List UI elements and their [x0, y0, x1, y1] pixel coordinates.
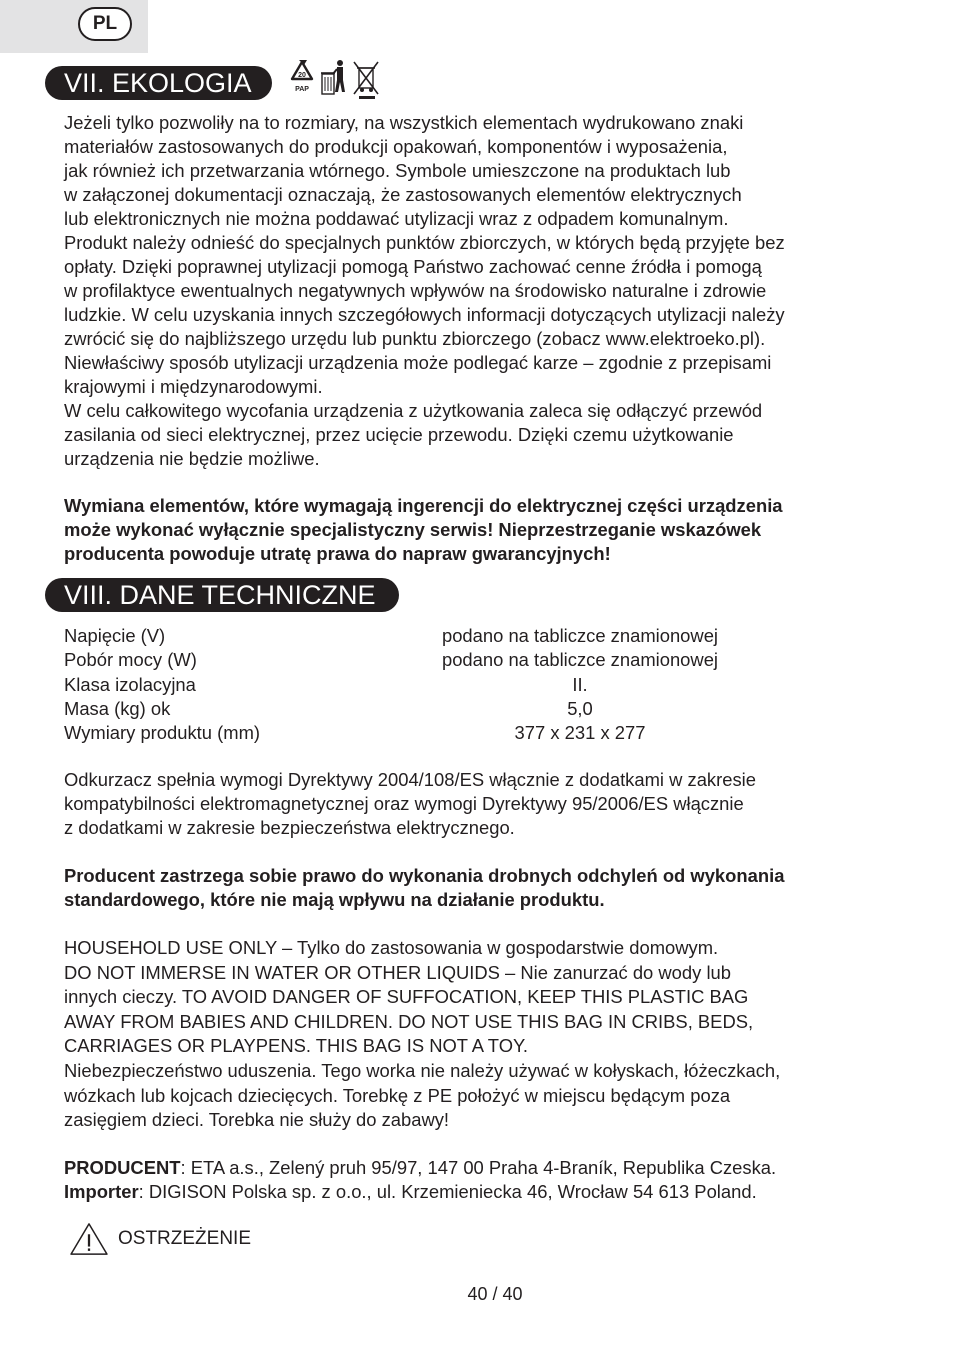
text-line: urządzenia nie będzie możliwe. [64, 448, 320, 469]
text-line: W celu całkowitego wycofania urządzenia z użytkowania zaleca się odłączyć przewód [64, 400, 763, 421]
producer-label: PRODUCENT [64, 1157, 181, 1178]
spec-row [64, 673, 864, 697]
spec-value: II. [572, 673, 588, 695]
text-line: producenta powoduje utratę prawa do napraw gwarancyjnych! [64, 543, 611, 564]
text-line: Jeżeli tylko pozwoliły na to rozmiary, na wszystkich elementach wydrukowano znaki [64, 112, 744, 133]
text-line: zwrócić się do najbliższego urzędu lub punktu zbiorczego (zobacz www.elektroeko.pl). [64, 328, 766, 349]
text-line: w profilaktyce ewentualnych negatywnych wpływów na środowisko naturalne i zdrowie [64, 280, 767, 301]
producer-text: : ETA a.s., Zelený pruh 95/97, 147 00 Praha 4-Braník, Republika Czeska. [180, 1157, 777, 1178]
spec-label: Pobór mocy (W) [64, 649, 197, 671]
bin-disposal-icon [321, 60, 345, 94]
spec-value: 377 x 231 x 277 [514, 722, 646, 744]
importer-text: : DIGISON Polska sp. z o.o., ul. Krzemieniecka 46, Wrocław 54 613 Poland. [138, 1181, 757, 1202]
language-badge: PL [78, 7, 132, 41]
spec-table [64, 624, 864, 745]
importer-label: Importer [64, 1181, 139, 1202]
text-line: Produkt należy odnieść do specjalnych punktów zbiorczych, w których będą przyjęte bez [64, 232, 785, 253]
text-line: opłaty. Dzięki poprawnej utylizacji pomogą Państwo zachować cenne źródła i pomogą [64, 256, 762, 277]
text-line: ludzkie. W celu uzyskania innych szczegółowych informacji dotyczących utylizacji należy [64, 304, 785, 325]
warning-triangle-icon [68, 1222, 110, 1256]
recycling-paper-icon [292, 60, 312, 93]
spec-label: Masa (kg) ok [64, 697, 171, 719]
recycling-code: 20 [298, 72, 306, 79]
spec-value: 5,0 [567, 697, 593, 719]
text-line: może wykonać wyłącznie specjalistyczny serwis! Nieprzestrzeganie wskazówek [64, 519, 762, 540]
text-line: DO NOT IMMERSE IN WATER OR OTHER LIQUIDS – Nie zanurzać do wody lub [64, 961, 731, 983]
spec-value: podano na tabliczce znamionowej [441, 625, 719, 646]
text-line: z dodatkami w zakresie bezpieczeństwa elektrycznego. [64, 817, 515, 838]
spec-label: Wymiary produktu (mm) [64, 722, 261, 744]
recycling-label: PAP [295, 86, 309, 93]
language-tab [0, 0, 148, 53]
text-line: CARRIAGES OR PLAYPENS. THIS BAG IS NOT A TOY. [64, 1035, 529, 1057]
section-title-ecology: VII. EKOLOGIA [45, 66, 272, 100]
text-line: AWAY FROM BABIES AND CHILDREN. DO NOT USE THIS BAG IN CRIBS, BEDS, [64, 1010, 754, 1032]
service-warning [64, 494, 884, 566]
page-number: 40 / 40 [467, 1284, 523, 1304]
text-line: Niebezpieczeństwo uduszenia. Tego worka nie należy używać w kołyskach, łóżeczkach, [64, 1059, 781, 1081]
text-line: innych cieczy. TO AVOID DANGER OF SUFFOCATION, KEEP THIS PLASTIC BAG [64, 986, 749, 1008]
spec-row [64, 624, 864, 648]
ecology-body [64, 111, 884, 471]
text-line: Niewłaściwy sposób utylizacji urządzenia może podlegać karze – zgodnie z przepisami [64, 352, 772, 373]
text-line: w załączonej dokumentacji oznaczają, że zastosowanych elementów elektrycznych [64, 184, 742, 205]
directive-text [64, 768, 884, 840]
text-line: Producent zastrzega sobie prawo do wykonania drobnych odchyleń od wykonania [64, 865, 785, 886]
text-line: zasięgiem dzieci. Torebka nie służy do zabawy! [64, 1109, 450, 1131]
text-line: standardowego, które nie mają wpływu na działanie produktu. [64, 889, 605, 910]
spec-row [64, 648, 864, 672]
crossed-bin-icon [354, 62, 378, 99]
producer-info [64, 1156, 884, 1204]
household-warning [64, 936, 884, 1133]
text-line: Wymiana elementów, które wymagają ingerencji do elektrycznej części urządzenia [64, 495, 783, 516]
text-line: kompatybilności elektromagnetycznej oraz wymogi Dyrektywy 95/2006/ES włącznie [64, 793, 744, 814]
text-line: materiałów zastosowanych do produkcji opakowań, komponentów i wyposażenia, [64, 136, 728, 157]
spec-label: Napięcie (V) [64, 625, 166, 646]
text-line: jak również ich przetwarzania wtórnego. Symbole umieszczone na produktach lub [64, 160, 731, 181]
spec-row [64, 697, 864, 721]
producer-line [64, 1156, 884, 1180]
text-line: wózkach lub kojcach dziecięcych. Torebkę z PE położyć w miejscu będącym poza [64, 1084, 731, 1106]
section-title-technical-data: VIII. DANE TECHNICZNE [45, 578, 399, 612]
importer-line [64, 1180, 884, 1204]
eco-icons-group [287, 58, 387, 100]
spec-row [64, 721, 864, 745]
text-line: Odkurzacz spełnia wymogi Dyrektywy 2004/108/ES włącznie z dodatkami w zakresie [64, 769, 756, 790]
spec-value: podano na tabliczce znamionowej [441, 649, 719, 671]
warning-label: OSTRZEŻENIE [118, 1228, 252, 1249]
spec-label: Klasa izolacyjna [64, 673, 196, 695]
text-line: zasilania od sieci elektrycznej, przez ucięcie przewodu. Dzięki czemu użytkowanie [64, 424, 734, 445]
text-line: HOUSEHOLD USE ONLY – Tylko do zastosowania w gospodarstwie domowym. [64, 937, 719, 958]
text-line: krajowymi i międzynarodowymi. [64, 376, 323, 397]
manufacturer-note [64, 864, 884, 912]
text-line: lub elektronicznych nie można poddawać utylizacji wraz z odpadem komunalnym. [64, 208, 729, 229]
